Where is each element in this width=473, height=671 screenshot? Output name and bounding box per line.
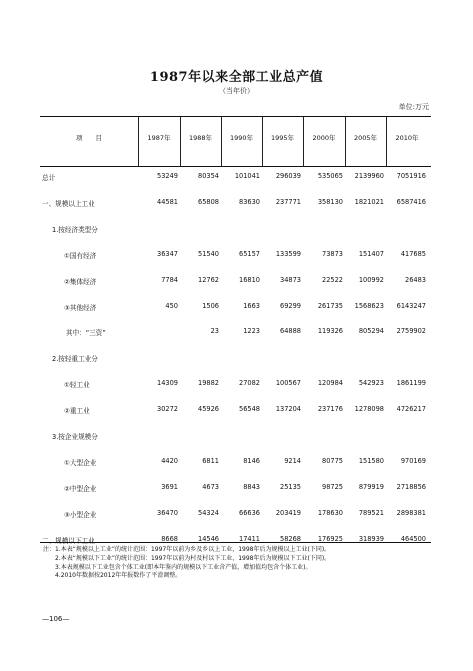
table-cell: 27082	[239, 379, 260, 388]
table-cell: 151580	[358, 456, 384, 465]
row-label: ①轻工业	[64, 381, 90, 390]
row-label: 3.按企业规模分	[52, 433, 98, 441]
table-cell: 9214	[284, 456, 301, 465]
table-cell: 789521	[358, 508, 384, 517]
table-cell: 8843	[243, 482, 260, 491]
table-cell: 16810	[239, 275, 260, 284]
note-line: 4.2010年数据按2012年年报数作了平滑调整。	[55, 572, 182, 580]
table-cell: 19882	[198, 379, 219, 388]
row-label: ①国有经济	[64, 251, 97, 260]
table-cell: 4726217	[396, 405, 426, 414]
table-cell: 133599	[275, 249, 301, 258]
table-cell: 120984	[317, 379, 343, 388]
table-cell: 23	[210, 327, 219, 336]
table-cell: 137204	[275, 405, 301, 414]
row-label: ②中型企业	[64, 484, 97, 493]
table-cell: 203419	[275, 508, 301, 517]
table-cell: 178630	[317, 508, 343, 517]
table-cell: 7051916	[396, 172, 426, 180]
table-cell: 64888	[280, 327, 301, 336]
table-subtitle: （当年价）	[219, 87, 254, 95]
header-year: 1987年	[147, 134, 171, 142]
table-cell: 3691	[161, 482, 178, 491]
table-cell: 51540	[198, 249, 219, 258]
row-label: 一、规模以上工业	[42, 199, 95, 208]
notes	[43, 546, 330, 581]
row-label: ①大型企业	[64, 458, 97, 467]
table-cell: 358130	[317, 197, 343, 206]
table-cell: 2718856	[396, 482, 426, 491]
row-label: 总计	[42, 174, 56, 182]
row-label: 其中：“三资”	[66, 329, 106, 338]
table-cell: 1568623	[354, 301, 384, 310]
table-cell: 318939	[358, 534, 384, 543]
header-divider	[262, 117, 263, 167]
header-year: 2010年	[395, 134, 419, 142]
table-cell: 36347	[157, 249, 178, 258]
table-cell: 100567	[275, 379, 301, 388]
table-cell: 100992	[358, 275, 384, 284]
table-cell: 17411	[239, 534, 260, 543]
table-cell: 45926	[198, 405, 219, 414]
table-cell: 1278098	[354, 405, 384, 414]
table-cell: 6811	[202, 456, 219, 465]
table-cell: 2759902	[396, 327, 426, 336]
table-cell: 80354	[198, 172, 219, 180]
note-line: 3.本表规模以下工业包含个体工业(即本年鉴内的规模以下工业含产值，增加值均包含个体工业)。	[55, 563, 312, 571]
table-cell: 237771	[275, 197, 301, 206]
header-divider	[303, 117, 304, 167]
table-cell: 56548	[239, 405, 260, 414]
table-cell: 44581	[157, 197, 178, 206]
table-cell: 8668	[161, 534, 178, 543]
table-cell: 65808	[198, 197, 219, 206]
table-cell: 65157	[239, 249, 260, 258]
table-cell: 14309	[157, 379, 178, 388]
header-item: 项 目	[76, 134, 102, 142]
table-cell: 417685	[400, 249, 426, 258]
unit-label: 单位:万元	[398, 103, 429, 111]
table-cell: 34873	[280, 275, 301, 284]
table-cell: 25135	[280, 482, 301, 491]
table-cell: 1506	[202, 301, 219, 310]
table-cell: 6587416	[396, 197, 426, 206]
header-divider	[180, 117, 181, 167]
table-cell: 1861199	[396, 379, 426, 388]
table-cell: 80775	[322, 456, 343, 465]
table-cell: 73873	[322, 249, 343, 258]
table-cell: 542923	[358, 379, 384, 388]
header-divider	[138, 117, 139, 167]
table-cell: 296039	[275, 172, 301, 180]
row-label: 1.按经济类型分	[52, 225, 98, 234]
table-cell: 2139960	[354, 172, 384, 180]
table-cell: 8146	[243, 456, 260, 465]
table-cell: 101041	[234, 172, 260, 180]
table-cell: 879919	[358, 482, 384, 491]
header-divider	[386, 117, 387, 167]
table-cell: 261735	[317, 301, 343, 310]
table-cell: 464500	[400, 534, 426, 543]
note-line: 注：1.本表“规模以上工业”的统计范围：1997年以前为乡及乡以上工业，1998年后为规模以上工业(下同)。	[43, 546, 331, 553]
table-cell: 53249	[157, 172, 178, 180]
table-cell: 83630	[239, 197, 260, 206]
table-cell: 12762	[198, 275, 219, 284]
row-label: ③其他经济	[64, 303, 97, 312]
table-cell: 54324	[198, 508, 219, 517]
header-year: 2005年	[353, 134, 378, 142]
table-cell: 805294	[358, 327, 384, 336]
page-number: —106—	[42, 615, 70, 623]
table-cell: 1223	[243, 327, 260, 336]
header-year: 2000年	[312, 134, 336, 142]
header-divider	[221, 117, 222, 167]
table-cell: 450	[165, 301, 178, 310]
table-cell: 26483	[405, 275, 426, 284]
table-cell: 36470	[157, 508, 178, 517]
table-cell: 119326	[317, 327, 343, 336]
note-line: 2.本表“规模以下工业”的统计范围：1997年以前为村及村以下工业，1998年后为规模以下工业(下同)。	[55, 554, 331, 562]
table-cell: 98725	[322, 482, 343, 491]
table-cell: 58268	[280, 534, 301, 543]
table-cell: 1663	[243, 301, 260, 310]
table-cell: 237176	[317, 405, 343, 414]
table-cell: 535065	[317, 172, 343, 180]
table-cell: 22522	[322, 275, 343, 284]
row-label: 二、规模以下工业	[42, 536, 95, 545]
header-year: 1990年	[229, 134, 254, 142]
header-year: 1995年	[270, 134, 295, 142]
table-cell: 6143247	[396, 301, 426, 310]
table-title: 1987年以来全部工业总产值	[149, 70, 324, 85]
table-cell: 970169	[400, 456, 426, 465]
row-label: ②集体经济	[64, 277, 97, 286]
table-cell: 4420	[161, 456, 178, 465]
row-label: ②重工业	[64, 407, 90, 416]
table-cell: 7784	[161, 275, 178, 284]
header-divider	[345, 117, 346, 167]
table-cell: 4673	[202, 482, 219, 491]
top-rule	[40, 116, 431, 117]
table-cell: 66636	[239, 508, 260, 517]
row-label: 2.按轻重工业分	[52, 355, 98, 364]
table-cell: 176925	[317, 534, 343, 543]
header-year: 1988年	[188, 134, 213, 142]
row-label: ③小型企业	[64, 510, 97, 519]
header-rule	[40, 166, 431, 167]
table-cell: 69299	[280, 301, 301, 310]
table-cell: 2898381	[396, 508, 426, 517]
table-cell: 30272	[157, 405, 178, 414]
table-cell: 151407	[358, 249, 384, 258]
table-cell: 1821021	[354, 197, 384, 206]
table-cell: 14546	[198, 534, 219, 543]
